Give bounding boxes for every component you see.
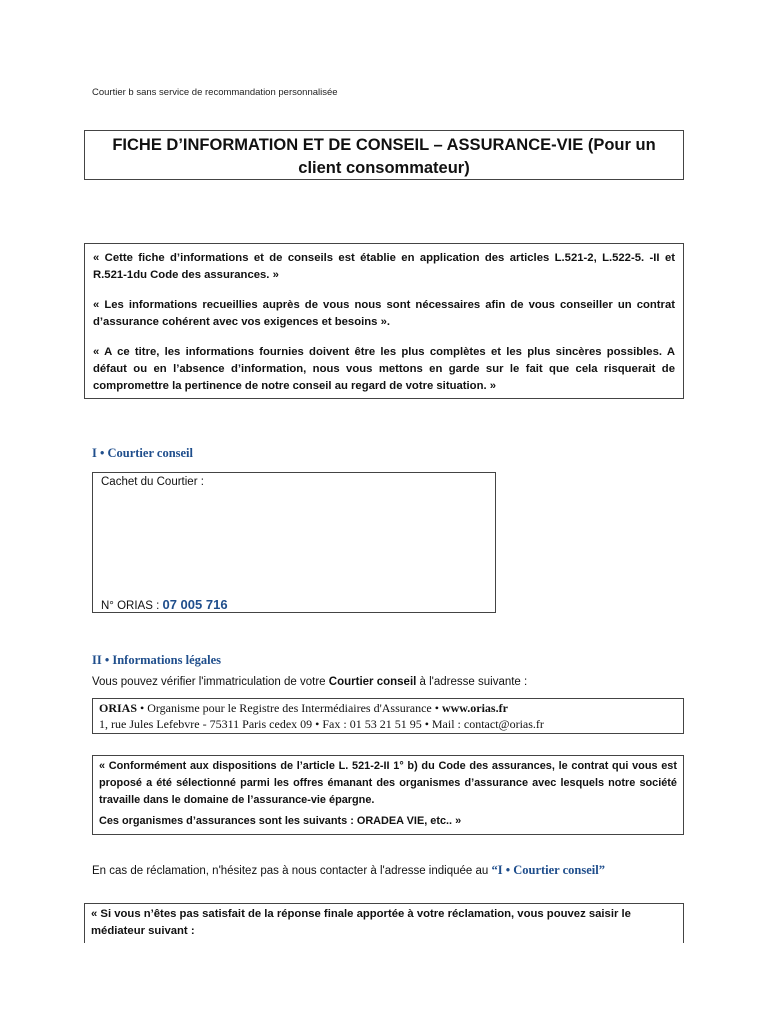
orias-line-1 (99, 700, 677, 716)
cachet-label: Cachet du Courtier : (101, 476, 204, 488)
section-heading-courtier: I • Courtier conseil (92, 446, 194, 460)
orias-box (92, 698, 684, 734)
verify-text (92, 676, 527, 688)
reclamation-text (92, 863, 605, 878)
reclamation-body: En cas de réclamation, n'hésitez pas à nous contacter à l'adresse indiquée au (92, 865, 492, 877)
orias-label: N° ORIAS : (101, 600, 160, 612)
intro-box (84, 243, 684, 399)
reclamation-link: “I • Courtier conseil” (491, 863, 605, 877)
intro-paragraph-2: « Les informations recueillies auprès de vous nous sont nécessaires afin de vous conseiller un contrat d’assurance cohérent avec vos exigences et besoins ». (93, 299, 675, 328)
orias-website-link[interactable]: www.orias.fr (441, 701, 508, 715)
intro-paragraph-3: « A ce titre, les informations fournies doivent être les plus complètes et les plus sincères possibles. A défaut ou en l’absence d’information, nous vous mettons en garde sur le fait que cela risquerait de compromettre la pertinence de notre conseil au regard de votre situation. » (93, 346, 675, 392)
legal-paragraph-2: Ces organismes d’assurances sont les suivants : ORADEA VIE, etc.. » (99, 815, 462, 827)
title-line-2: client consommateur) (298, 159, 470, 177)
orias-desc: • Organisme pour le Registre des Intermédiaires d'Assurance • (137, 701, 442, 715)
verify-bold: Courtier conseil (328, 676, 417, 688)
intro-paragraph-1: « Cette fiche d’informations et de conseils est établie en application des articles L.521-2, L.522-5. -II et R.521-1du Code des assurances. » (93, 252, 675, 281)
orias-number-line (101, 597, 228, 612)
section-heading-legal: II • Informations légales (92, 653, 222, 667)
cachet-box (92, 472, 496, 613)
mediateur-box (84, 903, 684, 943)
verify-suffix: à l'adresse suivante : (416, 676, 528, 688)
orias-address: 1, rue Jules Lefebvre - 75311 Paris cedex 09 • Fax : 01 53 21 51 95 • Mail : contact@orias.fr (99, 717, 544, 731)
mediateur-text: « Si vous n’êtes pas satisfait de la réponse finale apportée à votre réclamation, vous pouvez saisir le médiateur suivant : (91, 908, 631, 937)
document-title (84, 130, 684, 180)
verify-prefix: Vous pouvez vérifier l'immatriculation de votre (92, 676, 329, 688)
orias-number: 07 005 716 (162, 597, 228, 612)
legal-paragraph-1: « Conformément aux dispositions de l’article L. 521-2-II 1° b) du Code des assurances, le contrat qui vous est proposé a été sélectionné parmi les offres émanant des organismes d’assurance avec lesquels notre société travaille dans le domaine de l’assurance-vie épargne. (99, 760, 677, 806)
legal-box (92, 755, 684, 835)
orias-name: ORIAS (99, 701, 138, 715)
title-line-1: FICHE D’INFORMATION ET DE CONSEIL – ASSURANCE-VIE (Pour un (112, 136, 656, 154)
document-caption: Courtier b sans service de recommandation personnalisée (92, 87, 338, 98)
